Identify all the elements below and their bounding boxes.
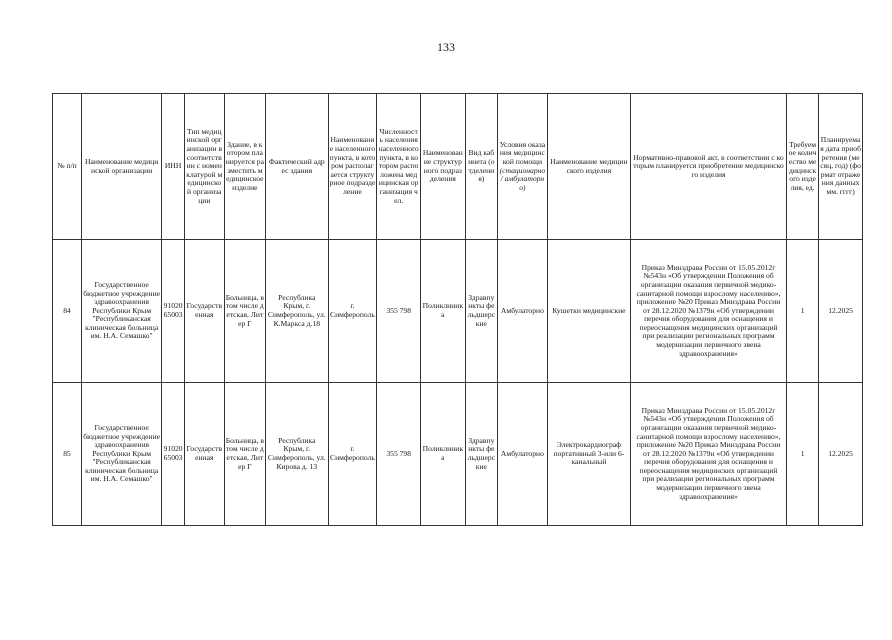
header-date: Планируемая дата приобретения (месяц, год) (формат отражения данных мм. гггг) — [819, 94, 863, 240]
table-row — [53, 240, 863, 383]
header-quantity: Требуемое количество медицинского изделия, ед. — [786, 94, 818, 240]
cell-population: 355 798 — [377, 240, 421, 383]
header-conditions-italic: (стационарно / амбулаторно) — [499, 165, 546, 192]
header-address: Фактический адрес здания — [266, 94, 328, 240]
cell-address: Республика Крым, г. Симферополь, ул. Кирова д. 13 — [266, 383, 328, 526]
header-org-type: Тип медицинской организации в соответствии с номенклатурой медицинской организации — [185, 94, 225, 240]
cell-inn: 9102065003 — [162, 240, 185, 383]
header-conditions-main: Условия оказания медицинской помощи — [499, 139, 546, 166]
page-number: 133 — [437, 40, 455, 54]
header-cabinet: Вид кабинета (отделения) — [465, 94, 497, 240]
header-device: Наименование медицинского изделия — [547, 94, 630, 240]
cell-cabinet: Здравпункты фельдшерские — [465, 383, 497, 526]
cell-building: Больница, в том числе детская, Литер Г — [224, 383, 266, 526]
cell-locality: г. Симферополь — [328, 240, 377, 383]
header-legal-act: Нормативно-правовой акт, в соответствии с которым планируется приобретение медицинского изделия — [631, 94, 787, 240]
cell-device: Электрокардиограф портативный 3-или 6-канальный — [547, 383, 630, 526]
cell-conditions: Амбулаторно — [497, 240, 547, 383]
cell-num: 84 — [53, 240, 82, 383]
header-population: Численность населения населенного пункта, в котором расположена медицинская организация чел. — [377, 94, 421, 240]
header-unit: Наименование структурного подразделения — [421, 94, 466, 240]
table-row — [53, 383, 863, 526]
cell-date: 12.2025 — [819, 240, 863, 383]
header-org-name: Наименование медицинской организации — [82, 94, 162, 240]
cell-address: Республика Крым, г. Симферополь, ул. К.Маркса д.18 — [266, 240, 328, 383]
cell-population: 355 798 — [377, 383, 421, 526]
medical-equipment-table — [52, 93, 863, 526]
cell-legal-act: Приказ Минздрава России от 15.05.2012г №543н «Об утверждении Положения об организации оказания первичной медико-санитарной помощи взрослому населению», приложение №20 Приказ Минздрава России от 28.12.2020 №1379н «Об утверждении перечня оборудования для оснащения и переоснащения медицинских организаций при реализации региональных программ модернизации первичного звена здравоохранения» — [631, 383, 787, 526]
cell-org-name: Государственное бюджетное учреждение здравоохранения Республики Крым "Республиканская клиническая больница им. Н.А. Семашко" — [82, 240, 162, 383]
cell-conditions: Амбулаторно — [497, 383, 547, 526]
cell-quantity: 1 — [786, 383, 818, 526]
cell-quantity: 1 — [786, 240, 818, 383]
table-header-row — [53, 94, 863, 240]
cell-org-name: Государственное бюджетное учреждение здравоохранения Республики Крым "Республиканская клиническая больница им. Н.А. Семашко" — [82, 383, 162, 526]
cell-unit: Поликлиника — [421, 240, 466, 383]
cell-org-type: Государственная — [185, 240, 225, 383]
header-conditions — [497, 94, 547, 240]
header-inn: ИНН — [162, 94, 185, 240]
cell-device: Кушетки медицинские — [547, 240, 630, 383]
header-locality: Наименование населенного пункта, в котором располагается структурное подразделение — [328, 94, 377, 240]
header-num: № п/п — [53, 94, 82, 240]
cell-unit: Поликлиника — [421, 383, 466, 526]
cell-building: Больница, в том числе детская, Литер Г — [224, 240, 266, 383]
cell-cabinet: Здравпункты фельдшерские — [465, 240, 497, 383]
cell-inn: 9102065003 — [162, 383, 185, 526]
header-building: Здание, в котором планируется разместить медицинское изделие — [224, 94, 266, 240]
cell-num: 85 — [53, 383, 82, 526]
cell-locality: г. Симферополь — [328, 383, 377, 526]
cell-org-type: Государственная — [185, 383, 225, 526]
cell-date: 12.2025 — [819, 383, 863, 526]
cell-legal-act: Приказ Минздрава России от 15.05.2012г №543н «Об утверждении Положения об организации оказания первичной медико-санитарной помощи взрослому населению», приложение №20 Приказ Минздрава России от 28.12.2020 №1379н «Об утверждении перечня оборудования для оснащения и переоснащения медицинских организаций при реализации региональных программ модернизации первичного звена здравоохранения» — [631, 240, 787, 383]
